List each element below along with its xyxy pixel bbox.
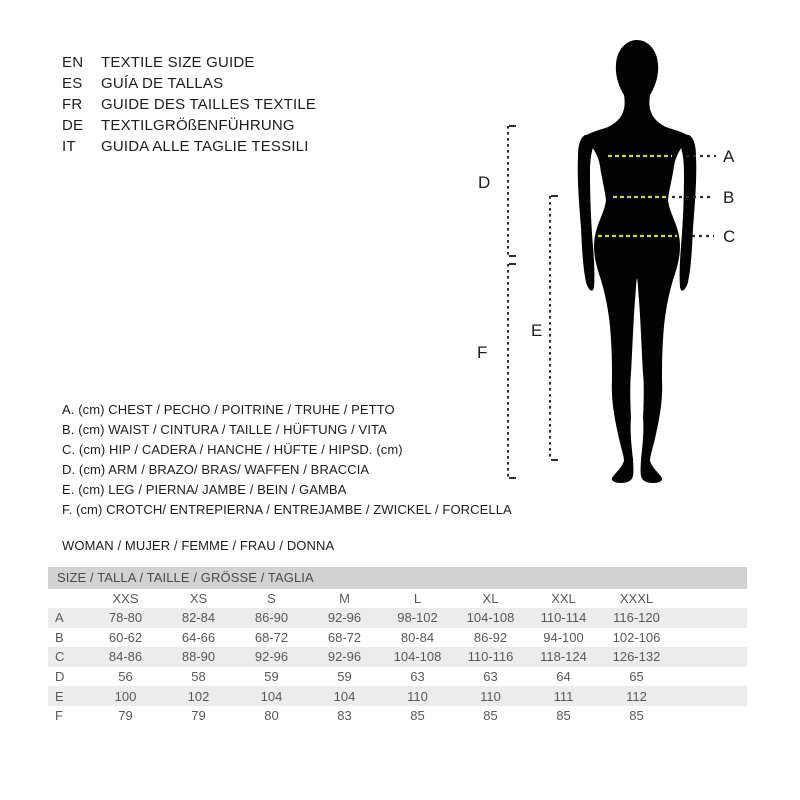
table-row-waist (48, 628, 747, 648)
table-cell: 60-62 (108, 629, 143, 645)
woman-silhouette (584, 40, 690, 483)
table-cell: 104 (333, 688, 356, 704)
table-cell: 59 (264, 669, 279, 685)
table-cell: 85 (629, 708, 644, 724)
table-cell: 92-96 (327, 649, 362, 665)
table-cell: 80 (264, 708, 279, 724)
lang-row-de (62, 115, 316, 136)
lang-row-es (62, 73, 316, 94)
table-cell: 58 (191, 669, 206, 685)
lang-row-fr (62, 94, 316, 115)
table-cell: 92-96 (254, 649, 289, 665)
figure-label-arm: D (478, 173, 491, 192)
legend-line-crotch: F. (cm) CROTCH/ ENTREPIERNA / ENTREJAMBE / ZWICKEL / FORCELLA (62, 502, 512, 517)
table-cell: 112 (626, 688, 647, 704)
measurement-legend (62, 400, 512, 520)
table-cell: 126-132 (612, 649, 661, 665)
table-cell: 104 (260, 688, 283, 704)
lang-title: TEXTILE SIZE GUIDE (101, 54, 255, 71)
woman-left-arm (578, 135, 597, 291)
table-cell: 64 (556, 669, 571, 685)
table-cell: 64-66 (181, 629, 216, 645)
legend-line-waist: B. (cm) WAIST / CINTURA / TAILLE / HÜFTUNG / VITA (62, 422, 387, 437)
table-cell: 78-80 (108, 610, 143, 626)
lang-code: DE (62, 117, 84, 134)
figure-label-hip: C (723, 227, 736, 246)
row-label: E (55, 688, 64, 704)
column-header-xxl: XXL (551, 591, 576, 606)
figure-label-crotch: F (477, 343, 488, 362)
legend-line-hip: C. (cm) HIP / CADERA / HANCHE / HÜFTE / HIPSD. (cm) (62, 442, 403, 457)
table-cell: 63 (483, 669, 498, 685)
table-cell: 84-86 (108, 649, 143, 665)
table-cell: 118-124 (540, 649, 587, 665)
table-cell: 68-72 (254, 629, 289, 645)
row-label: C (55, 649, 65, 665)
figure-label-chest: A (723, 147, 735, 166)
table-cell: 56 (118, 669, 133, 685)
lang-title: GUIDA ALLE TAGLIE TESSILI (101, 138, 309, 155)
size-table (48, 567, 747, 726)
column-header-l: L (413, 591, 422, 606)
table-cell: 63 (410, 669, 425, 685)
table-cell: 104-108 (393, 649, 442, 665)
column-header-m: M (339, 591, 350, 606)
column-header-xxs: XXS (112, 591, 139, 606)
table-cell: 110 (407, 688, 428, 704)
table-cell: 110 (480, 688, 501, 704)
table-row-hip (48, 647, 747, 667)
lang-code: FR (62, 96, 83, 113)
lang-title: GUIDE DES TAILLES TEXTILE (101, 96, 317, 113)
row-label: F (55, 708, 63, 724)
column-header-xxxl: XXXL (619, 591, 654, 606)
column-header-xl: XL (482, 591, 499, 606)
table-row-leg (48, 686, 747, 706)
table-cell: 110-114 (540, 610, 587, 626)
size-table-header-bar: SIZE / TALLA / TAILLE / GRÖSSE / TAGLIA (48, 567, 747, 589)
table-cell: 85 (556, 708, 571, 724)
table-cell: 65 (629, 669, 644, 685)
table-cell: 98-102 (397, 610, 438, 626)
table-cell: 59 (337, 669, 352, 685)
size-table-column-headers (48, 589, 747, 608)
table-cell: 80-84 (400, 629, 435, 645)
table-cell: 116-120 (613, 610, 660, 626)
legend-line-leg: E. (cm) LEG / PIERNA/ JAMBE / BEIN / GAMBA (62, 482, 347, 497)
lang-code: IT (62, 138, 76, 155)
table-cell: 68-72 (327, 629, 362, 645)
lang-title: TEXTILGRÖßENFÜHRUNG (101, 117, 295, 134)
table-row-arm (48, 667, 747, 687)
column-header-xs: XS (189, 591, 208, 606)
table-cell: 100 (114, 688, 137, 704)
table-cell: 83 (337, 708, 352, 724)
table-cell: 104-108 (466, 610, 515, 626)
table-cell: 86-92 (473, 629, 508, 645)
table-cell: 102 (187, 688, 210, 704)
legend-line-chest: A. (cm) CHEST / PECHO / POITRINE / TRUHE / PETTO (62, 402, 395, 417)
column-header-s: S (267, 591, 276, 606)
table-cell: 102-106 (612, 629, 661, 645)
lang-code: EN (62, 54, 84, 71)
table-cell: 85 (483, 708, 498, 724)
table-cell: 82-84 (181, 610, 216, 626)
figure-label-waist: B (723, 188, 735, 207)
row-label: D (55, 669, 65, 685)
figure-label-leg: E (531, 321, 543, 340)
table-cell: 94-100 (543, 629, 584, 645)
table-row-crotch (48, 706, 747, 726)
table-row-chest (48, 608, 747, 628)
table-cell: 92-96 (327, 610, 362, 626)
gender-heading: WOMAN / MUJER / FEMME / FRAU / DONNA (62, 538, 335, 553)
lang-code: ES (62, 75, 83, 92)
table-cell: 85 (410, 708, 425, 724)
table-cell: 111 (553, 688, 574, 704)
table-cell: 79 (191, 708, 206, 724)
table-cell: 86-90 (254, 610, 289, 626)
woman-right-arm (677, 135, 696, 291)
legend-line-arm: D. (cm) ARM / BRAZO/ BRAS/ WAFFEN / BRACCIA (62, 462, 370, 477)
row-label: B (55, 629, 64, 645)
row-label: A (55, 610, 64, 626)
table-cell: 88-90 (181, 649, 216, 665)
lang-row-en (62, 52, 316, 73)
lang-row-it (62, 136, 316, 157)
table-cell: 110-116 (467, 649, 514, 665)
language-title-list (62, 52, 316, 157)
lang-title: GUÍA DE TALLAS (101, 75, 224, 92)
table-cell: 79 (118, 708, 133, 724)
